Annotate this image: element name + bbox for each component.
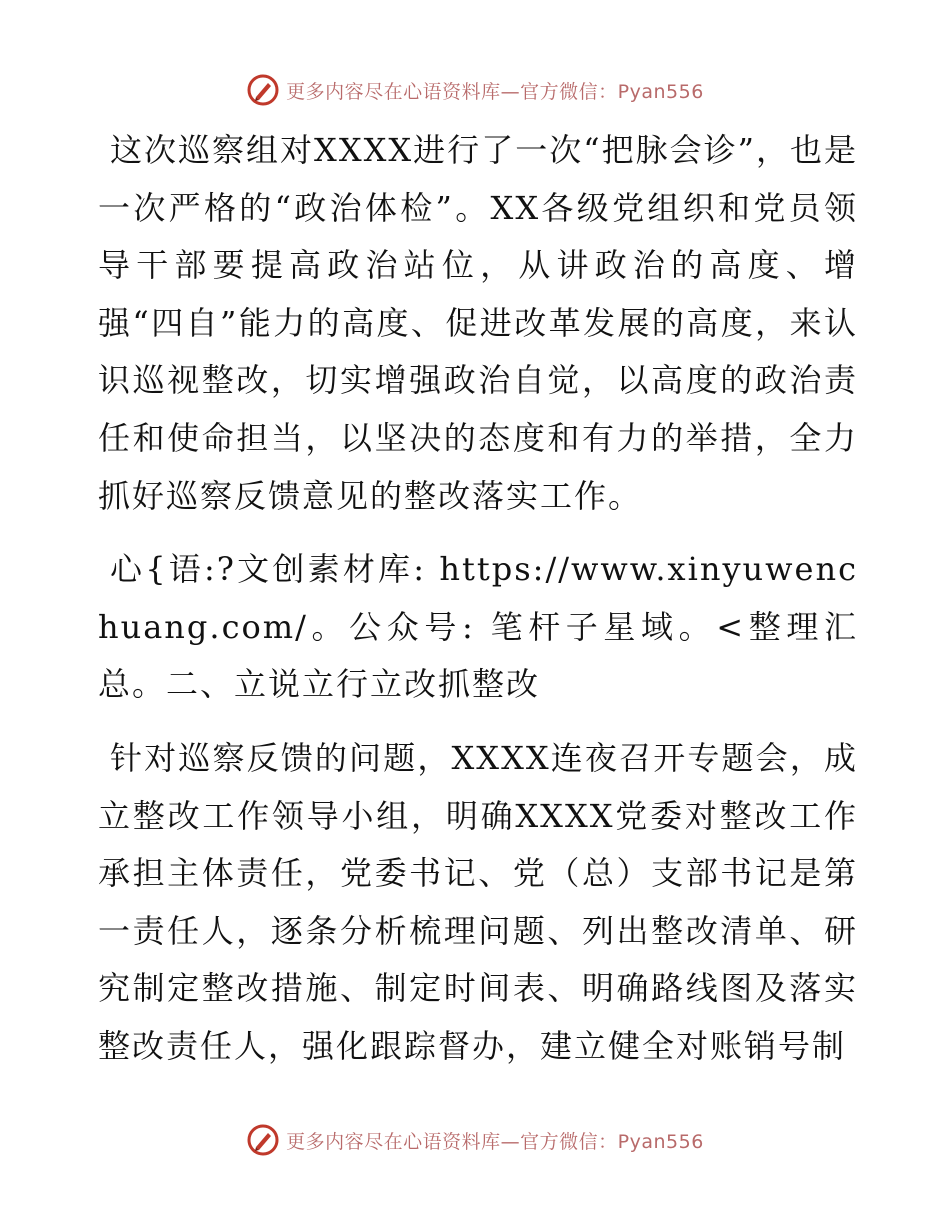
header-watermark-banner bbox=[0, 70, 950, 110]
header-watermark-text: 更多内容尽在心语资料库—官方微信：Pyan556 bbox=[286, 80, 704, 103]
document-body bbox=[98, 122, 858, 1076]
pen-logo-icon bbox=[246, 1123, 280, 1157]
paragraph-3: 针对巡察反馈的问题，XXXX连夜召开专题会，成立整改工作领导小组，明确XXXX党委对整改工作承担主体责任，党委书记、党（总）支部书记是第一责任人，逐条分析梳理问题、列出整改清单、研究制定整改措施、制定时间表、明确路线图及落实整改责任人，强化跟踪督办，建立健全对账销号制 bbox=[98, 738, 858, 1065]
footer-watermark-text: 更多内容尽在心语资料库—官方微信：Pyan556 bbox=[286, 1130, 704, 1153]
footer-watermark-banner bbox=[0, 1120, 950, 1160]
paragraph-1: 这次巡察组对XXXX进行了一次“把脉会诊”，也是一次严格的“政治体检”。XX各级党组织和党员领导干部要提高政治站位，从讲政治的高度、增强“四自”能力的高度、促进改革发展的高度，来认识巡视整改，切实增强政治自觉，以高度的政治责任和使命担当，以坚决的态度和有力的举措，全力抓好巡察反馈意见的整改落实工作。 bbox=[98, 131, 858, 515]
pen-logo-icon bbox=[246, 73, 280, 107]
paragraph-2: 心{语:?文创素材库: https://www.xinyuwenchuang.com/。公众号: 笔杆子星域。<整理汇总。二、立说立行立改抓整改 bbox=[98, 550, 858, 704]
